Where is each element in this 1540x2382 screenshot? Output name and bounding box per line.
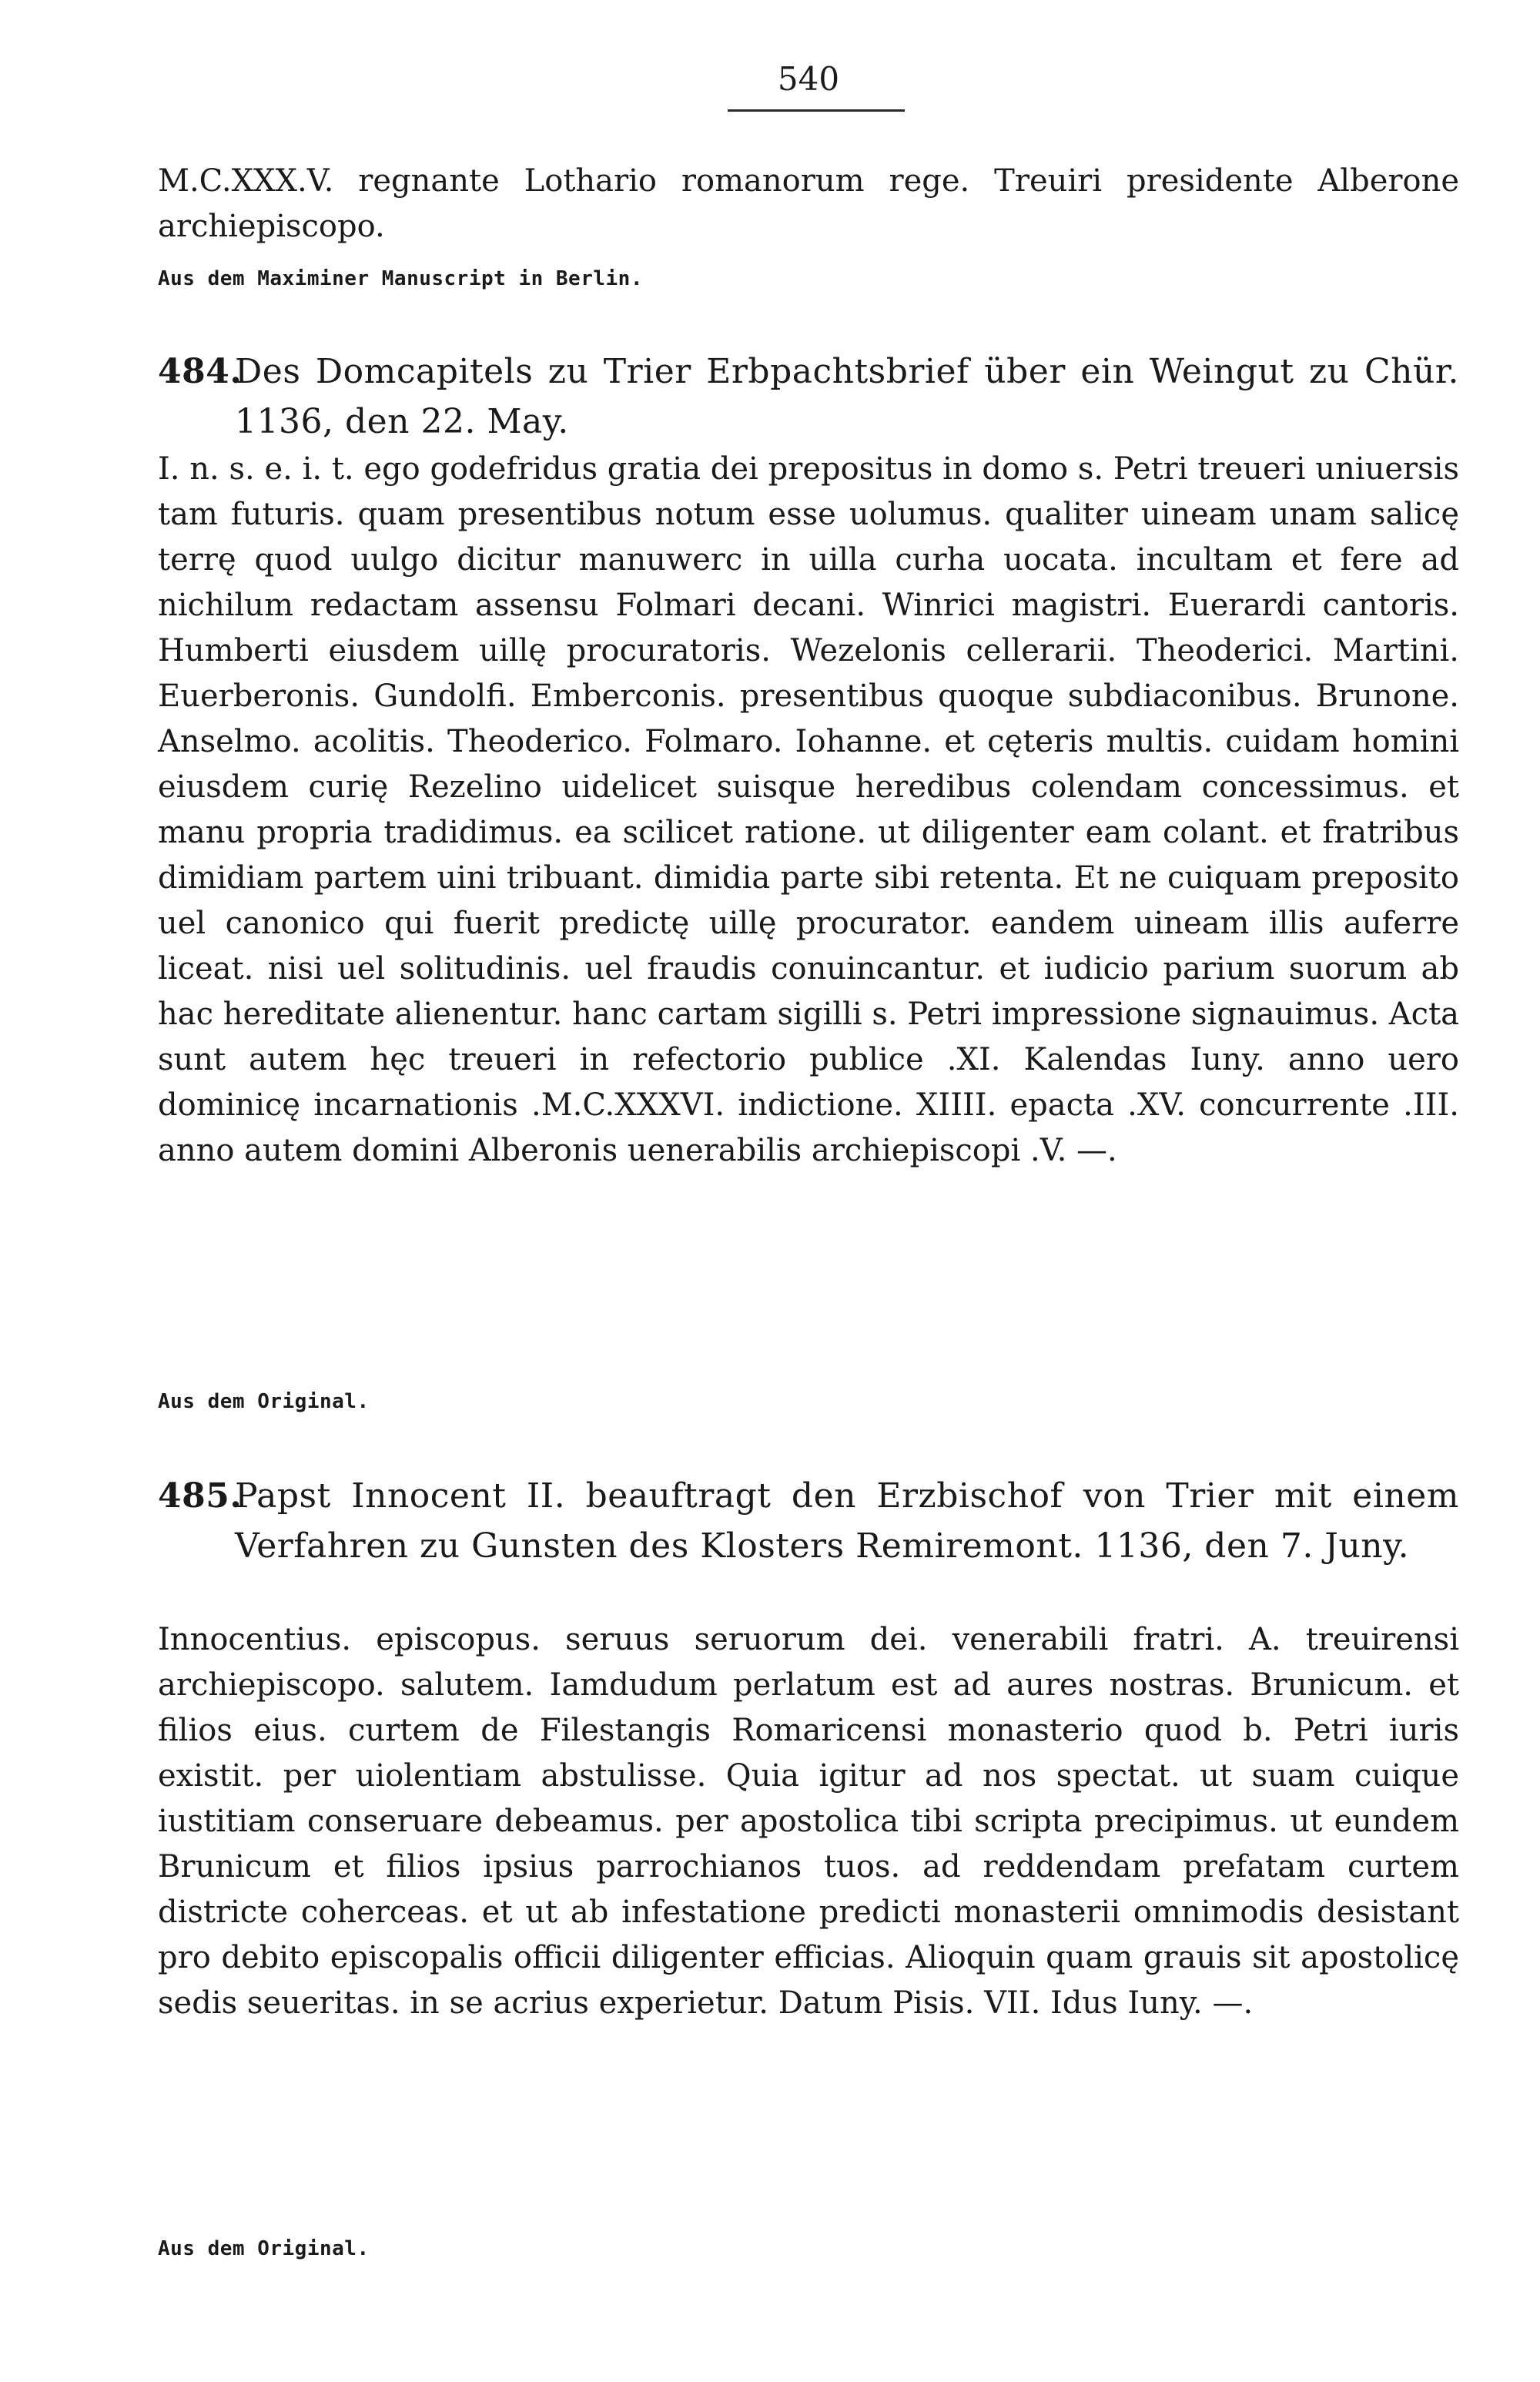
page-number: 540 <box>777 60 840 98</box>
intro-block <box>158 159 1459 250</box>
source-note-3 <box>158 2233 1459 2264</box>
page-number-rule <box>728 109 905 112</box>
source-note-1 <box>158 263 1459 294</box>
source-note-2 <box>158 1386 1459 1417</box>
document-485-heading <box>158 1471 1459 1571</box>
document-485-title: Papst Innocent II. beauftragt den Erzbischof von Trier mit einem Verfahren zu Gunsten des Klosters Remiremont. 1136, den 7. Juny. <box>235 1476 1459 1566</box>
document-484-text: I. n. s. e. i. t. ego godefridus gratia dei prepositus in domo s. Petri treueri uniuersis tam futuris. quam presentibus notum esse uolumus. qualiter uineam unam salicę terrę quod uulgo dicitur manuwerc in uilla curha uocata. incultam et fere ad nichilum redactam assensu Folmari decani. Winrici magistri. Euerardi cantoris. Humberti eiusdem uillę procuratoris. Wezelonis cellerarii. Theoderici. Martini. Euerberonis. Gundolfi. Emberconis. presentibus quoque subdiaconibus. Brunone. Anselmo. acolitis. Theoderico. Folmaro. Iohanne. et cęteris multis. cuidam homini eiusdem curię Rezelino uidelicet suisque heredibus colendam concessimus. et manu propria tradidimus. ea scilicet ratione. ut diligenter eam colant. et fratribus dimidiam partem uini tribuant. dimidia parte sibi retenta. Et ne cuiquam preposito uel canonico qui fuerit predictę uillę procurator. eandem uineam illis auferre liceat. nisi uel solitudinis. uel fraudis conuincantur. et iudicio parium suorum ab hac hereditate alienentur. hanc cartam sigilli s. Petri impressione signauimus. Acta sunt autem hęc treueri in refectorio publice .XI. Kalendas Iuny. anno uero dominicę incarnationis .M.C.XXXVI. indictione. XIIII. epacta .XV. concurrente .III. anno autem domini Alberonis uenerabilis archiepiscopi .V. —. <box>158 451 1459 1168</box>
document-485-text: Innocentius. episcopus. seruus seruorum dei. venerabili fratri. A. treuirensi archiepiscopo. salutem. Iamdudum perlatum est ad aures nostras. Brunicum. et filios eius. curtem de Filestangis Romaricensi monasterio quod b. Petri iuris existit. per uiolentiam abstulisse. Quia igitur ad nos spectat. ut suam cuique iustitiam conseruare debeamus. per apostolica tibi scripta precipimus. ut eundem Brunicum et filios ipsius parrochianos tuos. ad reddendam prefatam curtem districte coherceas. et ut ab infestatione predicti monasterii omnimodis desistant pro debito episcopalis officii diligenter efficias. Alioquin quam grauis sit apostolicę sedis seueritas. in se acrius experietur. Datum Pisis. VII. Idus Iuny. —. <box>158 1622 1459 2021</box>
document-485-number: 485. <box>158 1476 243 1516</box>
document-485-body <box>158 1617 1459 2026</box>
source-note-2-text: Aus dem Original. <box>158 1390 370 1413</box>
intro-text: M.C.XXX.V. regnante Lothario romanorum rege. Treuiri presidente Alberone archiepiscopo. <box>158 163 1459 244</box>
document-484-heading <box>158 347 1459 447</box>
document-484-title: Des Domcapitels zu Trier Erbpachtsbrief über ein Weingut zu Chür. 1136, den 22. May. <box>235 352 1459 441</box>
document-484-body <box>158 447 1459 1174</box>
source-note-3-text: Aus dem Original. <box>158 2237 370 2260</box>
document-484-number: 484. <box>158 352 243 391</box>
source-note-1-text: Aus dem Maximiner Manuscript in Berlin. <box>158 267 643 290</box>
